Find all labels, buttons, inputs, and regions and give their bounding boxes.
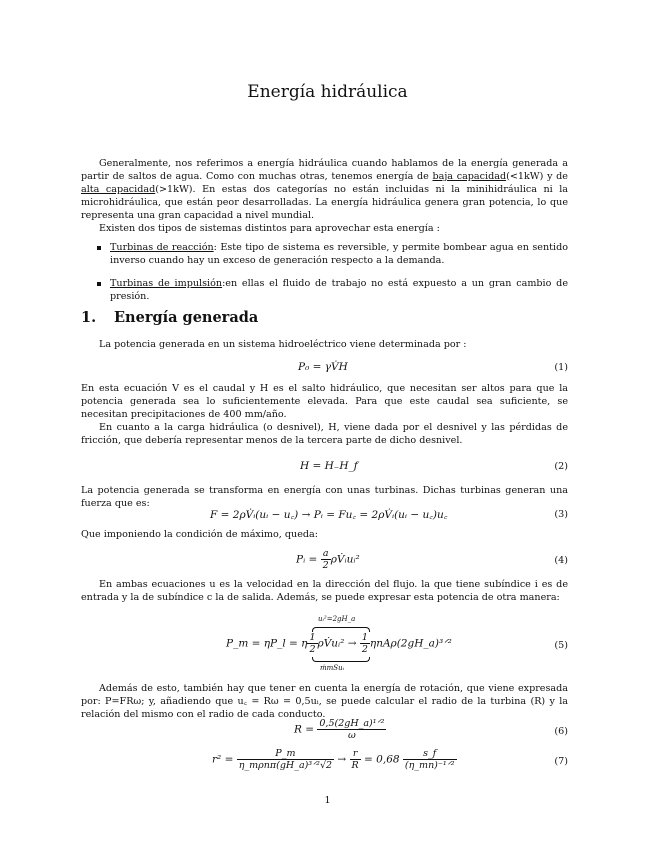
eq7-arrow: → [337, 753, 347, 766]
eq4-fraction: $\frac{a}{2}$ [322, 548, 329, 571]
eq4-lhs: Pᵢ = [296, 553, 318, 566]
equation-4 [296, 548, 360, 571]
eq5-rhs: ηnAρ(2gH_a)³ᐟ² [369, 637, 452, 650]
body-paragraph: Que imponiendo la condición de máximo, queda: [81, 529, 318, 540]
section-number: 1. [81, 309, 97, 326]
intro-text-b: En estas dos categorías no están incluidas ni la minihidráulica ni la microhidráulica, que están peor desarrolladas. La energía hidráulica genera gran potencia, lo que representa una gran capacidad a nivel mundial. [81, 184, 569, 221]
eq6-lhs: R = [294, 723, 315, 736]
body-paragraph: En ambas ecuaciones u es la velocidad en la dirección del flujo. la que tiene subíndice i es de entrada y la de subíndice c la de salida. Además, se puede expresar esta potencia de otra manera: [81, 579, 568, 603]
eq5-fraction: $\frac{1}{2}$ [309, 632, 316, 655]
equation-number: (1) [554, 362, 568, 373]
equation-3: F = 2ρV̇ᵢ(uᵢ − u꜀) → Pᵢ = Fu꜀ = 2ρV̇ᵢ(uᵢ − u꜀)u꜀ [210, 509, 448, 521]
bullet-marker [97, 246, 101, 250]
eq5-mid: ρV̇uᵢ² → [317, 637, 357, 650]
bullet-text: :en ellas el fluido de trabajo no está expuesto a un gran cambio de presión. [110, 278, 568, 302]
eq5-right-fraction: $\frac{1}{2}$ [361, 632, 368, 655]
intro-text-a: Generalmente, nos referimos a energía hidráulica cuando hablamos de la energía generada a partir de saltos de agua. Como con muchas otras, tenemos energía de [81, 158, 568, 182]
eq5-underbrace-label: ṁmSuᵢ [320, 664, 344, 672]
document-title: Energía hidráulica [247, 82, 408, 102]
intro-text-mid: y de [543, 171, 568, 182]
high-capacity-value: (>1kW). [155, 184, 196, 195]
eq7-right-fraction: $\frac{s\_f}{\text{(η\_mn)⁻¹ᐟ²}}$ [404, 748, 455, 771]
equation-number: (7) [554, 756, 568, 767]
equation-number: (4) [554, 555, 568, 566]
equation-number: (5) [554, 640, 568, 651]
eq5-overbrace-label: uᵢ²=2gH_a [318, 615, 356, 623]
equation-6 [294, 718, 386, 741]
body-paragraph: En esta ecuación V es el caudal y H es el salto hidráulico, que necesitan ser altos para que la potencia generada sea lo suficientemente elevada. Para que este caudal sea suficiente, se necesitan precipitaciones de 400 mm/año. [81, 383, 568, 420]
page-number: 1 [324, 795, 331, 806]
eq5-lhs: P_m = ηP_l = η [226, 637, 308, 650]
eq7-lhs: r² = [212, 753, 234, 766]
equation-number: (2) [554, 461, 568, 472]
equation-1: P₀ = γV̇H [298, 361, 348, 373]
section-heading [81, 309, 258, 326]
bullet-text: : Este tipo de sistema es reversible, y permite bombear agua en sentido inverso cuando hay un exceso de generación respecto a la demanda. [110, 242, 568, 266]
body-paragraph: En cuanto a la carga hidráulica (o desnivel), H, viene dada por el desnivel y las pérdidas de fricción, que debería representar menos de la tercera parte de dicho desnivel. [81, 422, 568, 446]
bullet-term: Turbinas de impulsión [110, 278, 223, 289]
equation-2: H = H₋H_f [300, 460, 358, 472]
equation-5 [226, 632, 452, 655]
eq6-fraction: $\frac{\text{0,5(2gH\_a)¹ᐟ²}}{\omega}$ [319, 718, 385, 741]
section-title: Energía generada [114, 309, 259, 326]
bullet-marker [97, 282, 101, 286]
equation-number: (6) [554, 726, 568, 737]
intro-paragraph-2: Existen dos tipos de sistemas distintos para aprovechar esta energía : [99, 223, 440, 234]
eq7-ratio: $\frac{r}{R}$ [351, 748, 359, 771]
bullet-item [110, 277, 568, 303]
body-paragraph: La potencia generada en un sistema hidroeléctrico viene determinada por : [99, 339, 467, 350]
bullet-term: Turbinas de reacción [110, 242, 214, 253]
eq4-rhs: ρV̇ᵢuᵢ² [330, 553, 360, 566]
eq7-fraction: $\frac{P\_m}{\text{η\_mρnπ(gH\_a)³ᐟ²√2}}$ [238, 748, 333, 771]
low-capacity-term: baja capacidad [432, 171, 507, 182]
intro-paragraph [81, 157, 568, 222]
high-capacity-term: alta capacidad [81, 184, 156, 195]
underbrace [312, 657, 370, 662]
bullet-item [110, 241, 568, 267]
equation-number: (3) [554, 509, 568, 520]
low-capacity-value: (<1kW) [506, 171, 544, 182]
body-paragraph: La potencia generada se transforma en energía con unas turbinas. Dichas turbinas generan una fuerza que es: [81, 485, 568, 509]
equation-7 [212, 748, 457, 771]
eq7-coefficient: = 0,68 [364, 753, 400, 766]
body-paragraph: Además de esto, también hay que tener en cuenta la energía de rotación, que viene expresada por: P=FRω; y, añadiendo que u꜀ = Rω = 0,5uᵢ, se puede calcular el radio de la turbina (R) y la relación del mismo con el radio de cada conducto. [81, 683, 568, 720]
